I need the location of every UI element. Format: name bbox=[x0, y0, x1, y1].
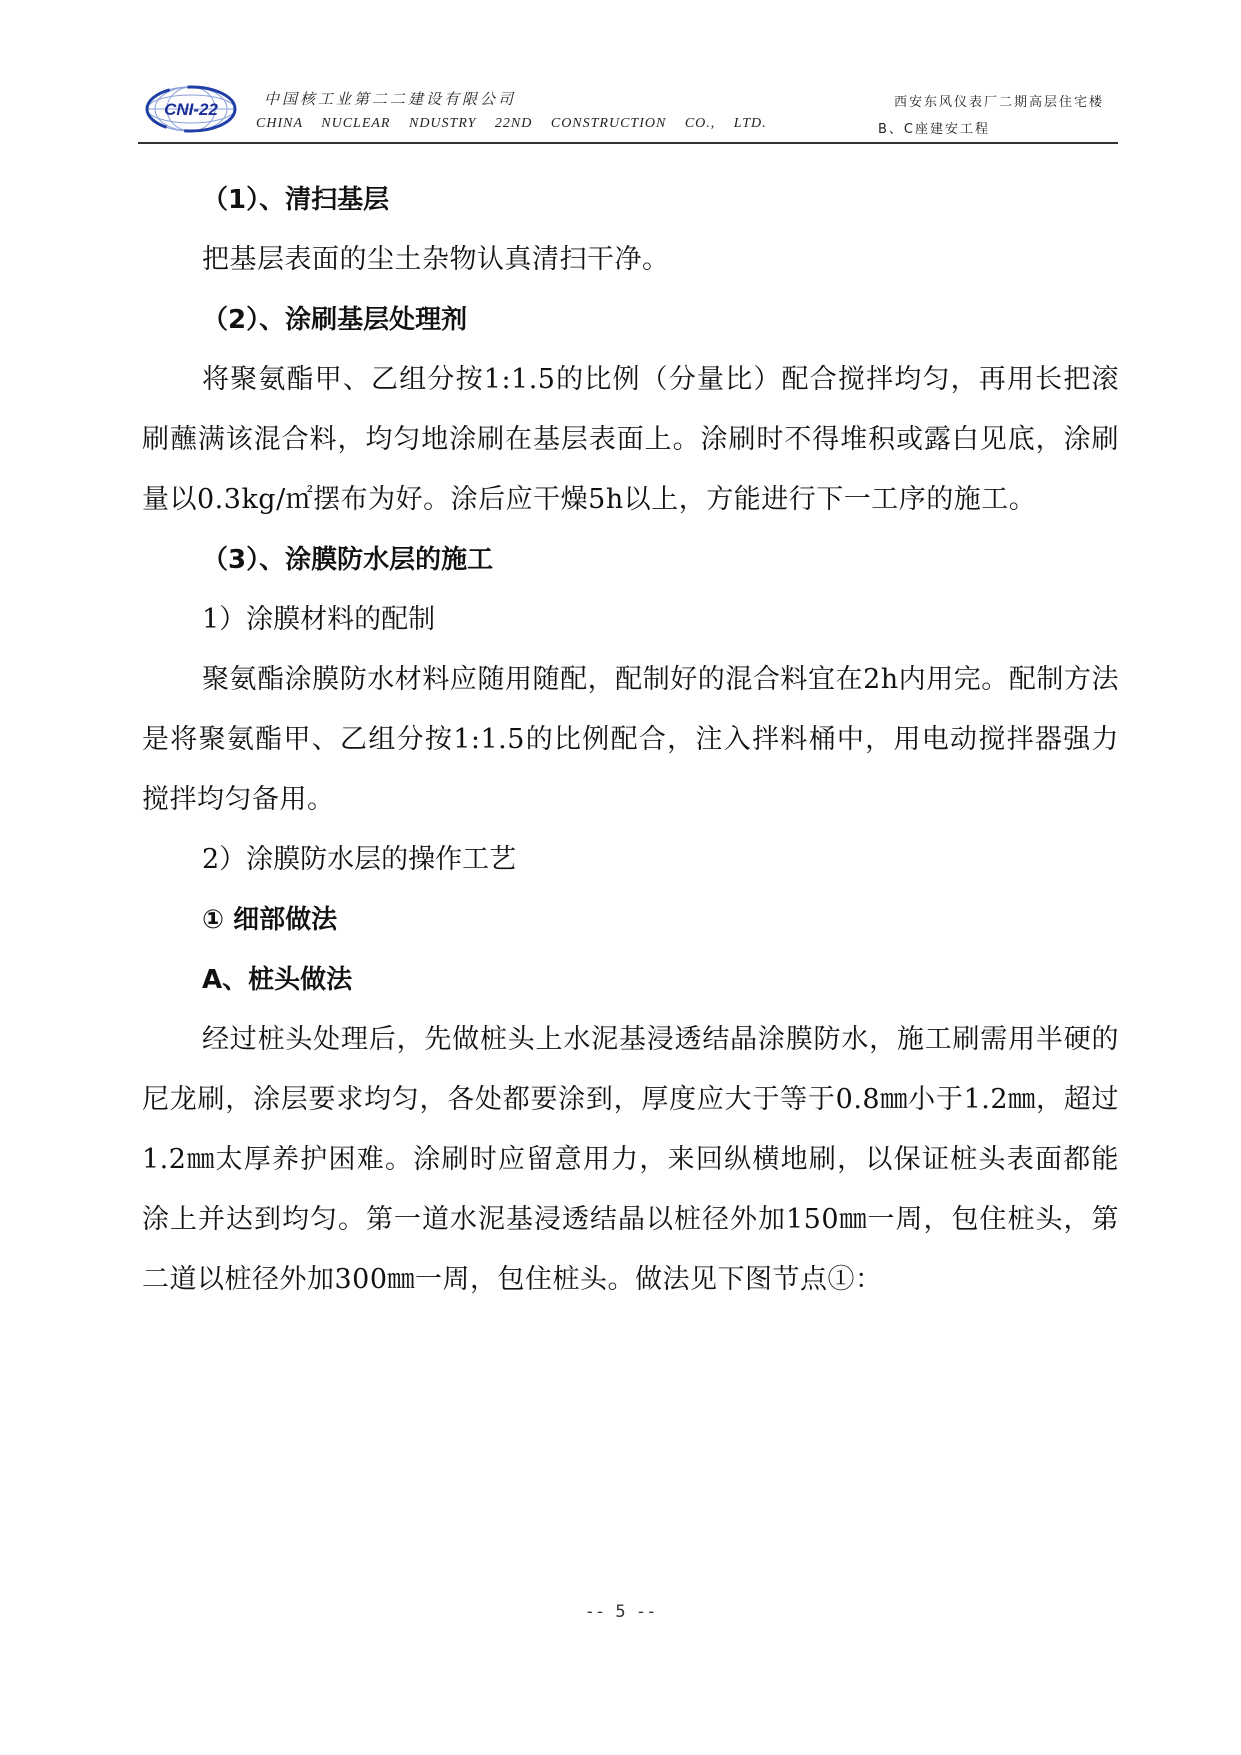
section-heading-2: （2）、涂刷基层处理剂 bbox=[202, 305, 468, 335]
document-body bbox=[142, 170, 1119, 1310]
company-name-en: CHINA NUCLEAR NDUSTRY 22ND CONSTRUCTION CO., LTD. bbox=[256, 116, 767, 131]
logo-text: CNI-22 bbox=[164, 100, 218, 119]
project-subtitle: B、C座建安工程 bbox=[878, 122, 990, 137]
subsection-2: 2）涂膜防水层的操作工艺 bbox=[202, 844, 517, 875]
project-name: 西安东风仪表厂二期高层住宅楼 bbox=[893, 95, 1104, 110]
company-logo bbox=[144, 84, 238, 134]
paragraph-2: 将聚氨酯甲、乙组分按1:1.5的比例（分量比）配合搅拌均匀，再用长把滚刷蘸满该混合料，均匀地涂刷在基层表面上。涂刷时不得堆积或露白见底，涂刷量以0.3kg/㎡摆布为好。涂后应干燥5h以上，方能进行下一工序的施工。 bbox=[142, 364, 1119, 515]
page-number: -- 5 -- bbox=[584, 1602, 657, 1622]
page-header bbox=[138, 80, 1118, 144]
section-heading-4: ① 细部做法 bbox=[202, 905, 338, 935]
paragraph-3: 聚氨酯涂膜防水材料应随用随配，配制好的混合料宜在2h内用完。配制方法是将聚氨酯甲、乙组分按1:1.5的比例配合，注入拌料桶中，用电动搅拌器强力搅拌均匀备用。 bbox=[142, 664, 1119, 815]
section-heading-5: A、桩头做法 bbox=[202, 965, 353, 995]
paragraph-1: 把基层表面的尘土杂物认真清扫干净。 bbox=[202, 244, 670, 275]
section-heading-3: （3）、涂膜防水层的施工 bbox=[202, 545, 494, 575]
paragraph-4: 经过桩头处理后，先做桩头上水泥基浸透结晶涂膜防水，施工刷需用半硬的尼龙刷，涂层要求均匀，各处都要涂到，厚度应大于等于0.8㎜小于1.2㎜，超过1.2㎜太厚养护困难。涂刷时应留意用力，来回纵横地刷，以保证桩头表面都能涂上并达到均匀。第一道水泥基浸透结晶以桩径外加150㎜一周，包住桩头，第二道以桩径外加300㎜一周，包住桩头。做法见下图节点①： bbox=[142, 1024, 1119, 1295]
company-name-cn: 中国核工业第二二建设有限公司 bbox=[264, 90, 517, 108]
subsection-1: 1）涂膜材料的配制 bbox=[202, 604, 436, 635]
section-heading-1: （1）、清扫基层 bbox=[202, 185, 390, 215]
